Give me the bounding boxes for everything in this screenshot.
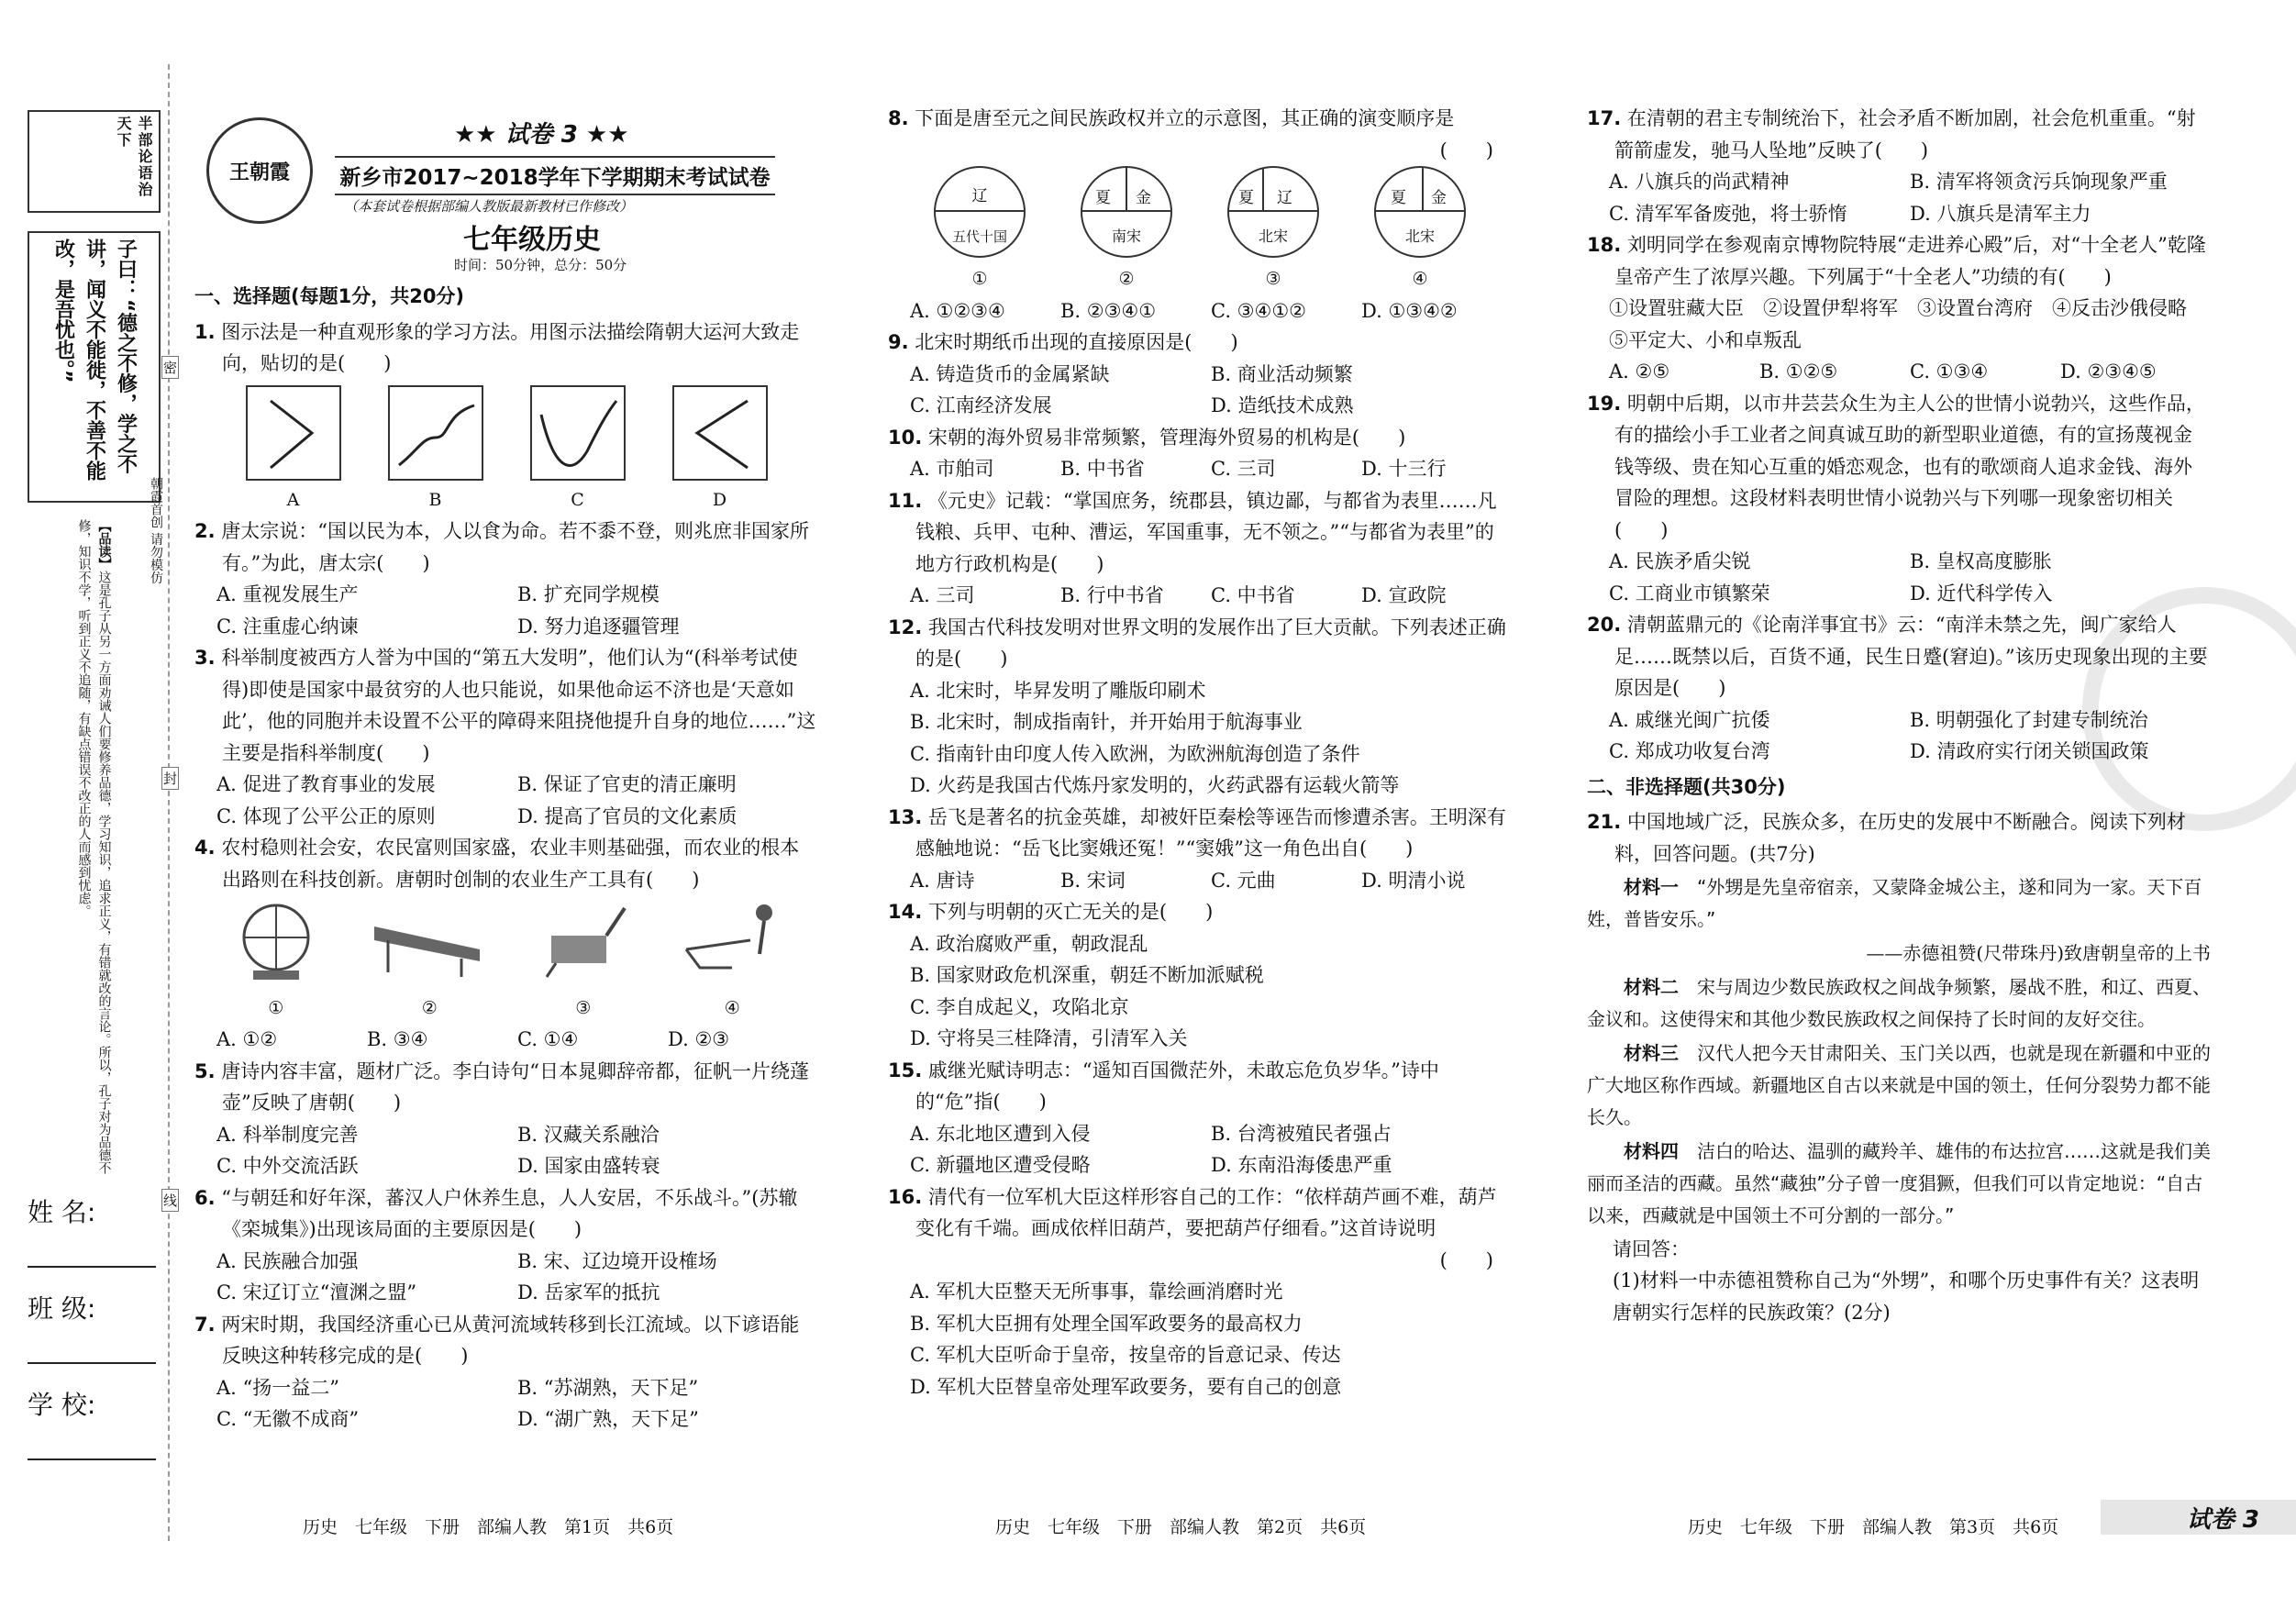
q4-option-b[interactable]: B. ③④ [367,1028,428,1050]
q19-option-c[interactable]: C. 工商业市镇繁荣 [1609,582,1770,604]
q8-option-b[interactable]: B. ②③④① [1060,299,1157,322]
question-6: 6. “与朝廷和好年深，蕃汉人户休养生息，人人安居，不乐战斗。”(苏辙《栾城集》)出现该局面的主要原因是( ) A. 民族融合加强 B. 宋、辽边境开设榷场 C. 宋辽订立“澶渊之盟” D. 岳家军的抵抗 [194,1182,818,1309]
sidebar-pindu-box [28,516,161,1183]
q5-option-d[interactable]: D. 国家由盛转衰 [517,1155,660,1177]
question-19: 19. 明朝中后期，以市井芸芸众生为主人公的世情小说勃兴，这些作品，有的描绘小手工业者之间真诚互助的新型职业道德，有的宣扬蔑视金钱等级、贵在知心互重的婚恋观念，也有的歌颂商人追求金钱、海外冒险的理想。这段材料表明世情小说勃兴与下列哪一现象密切相关( ) A. 民族矛盾尖锐 B. 皇权高度膨胀 C. 工商业市镇繁荣 D. 近代科学传入 [1587,388,2211,610]
q8-option-d[interactable]: D. ①③④② [1361,299,1458,322]
q4-image-4: ④ [677,899,787,1024]
q20-option-a[interactable]: A. 戚继光闽广抗倭 [1609,708,1770,731]
question-4: 4. 农村稳则社会安，农民富则国家盛，农业丰则基础强，而农业的根本出路则在科技创新。唐朝时创制的农业生产工具有( ) ① ② ③ ④ A. ①② B. ③④ C. ①④ D. ②③ [194,832,818,1056]
q11-option-d[interactable]: D. 宣政院 [1361,584,1447,606]
q4-image-1: ① [226,899,327,1024]
class-field[interactable]: 班 级: [28,1289,156,1385]
q8-circle-4: 夏 金 北宋 ④ [1374,166,1466,295]
q18-option-d[interactable]: D. ②③④⑤ [2060,360,2157,383]
q3-option-d[interactable]: D. 提高了官员的文化素质 [517,804,738,827]
q2-option-b[interactable]: B. 扩充同学规模 [517,583,660,605]
q4-figures [194,895,818,1024]
question-11: 11. 《元史》记载：“掌国庶务，统郡县，镇边鄙，与都省为表里……凡钱粮、兵甲、屯种、漕运，军国重事，无不领之。”“与都省为表里”的地方行政机构是( ) A. 三司 B. 行中书省 C. 中书省 D. 宣政院 [888,485,1512,612]
q5-option-b[interactable]: B. 汉藏关系融洽 [517,1123,660,1146]
sidebar-motto-small: 半部论语治天下 [115,116,153,198]
fold-line [168,64,170,1541]
footer-badge: 试卷 3 [2101,1500,2296,1535]
q1-figure-c: C [530,385,626,516]
material-1: 材料一 “外甥是先皇帝宿亲，又蒙降金城公主，遂和同为一家。天下百姓，普皆安乐。” [1587,876,2202,930]
question-14: 14. 下列与明朝的灭亡无关的是( ) A. 政治腐败严重，朝政混乱 B. 国家财政危机深重，朝廷不断加派赋税 C. 李自成起义，攻陷北京 D. 守将吴三桂降清，引清军入关 [888,896,1512,1055]
q16-option-c[interactable]: C. 军机大臣听命于皇帝，按皇帝的旨意记录、传达 [910,1344,1341,1366]
q12-option-c[interactable]: C. 指南针由印度人传入欧洲，为欧洲航海创造了条件 [910,742,1360,765]
q7-option-b[interactable]: B. “苏湖熟，天下足” [517,1376,699,1399]
q18-option-c[interactable]: C. ①③④ [1910,360,1989,383]
section-1-title: 一、选择题(每题1分，共20分) [194,285,465,307]
q7-option-c[interactable]: C. “无徽不成商” [216,1408,360,1430]
fold-mark-2: 封 [161,767,179,790]
q18-items: ①设置驻藏大臣 ②设置伊犁将军 ③设置台湾府 ④反击沙俄侵略 ⑤平定大、小和卓叛乱 [1609,297,2206,351]
q3-option-a[interactable]: A. 促进了教育事业的发展 [216,773,436,795]
q4-option-c[interactable]: C. ①④ [517,1028,579,1050]
q8-circle-3: 夏 辽 北宋 ③ [1227,166,1319,295]
q5-option-a[interactable]: A. 科举制度完善 [216,1123,359,1146]
q15-option-d[interactable]: D. 东南沿海倭患严重 [1211,1154,1392,1176]
logo-text: 王朝霞 [228,160,290,184]
logo [206,117,313,224]
sidebar-motto-box [28,110,161,213]
q14-option-b[interactable]: B. 国家财政危机深重，朝廷不断加派赋税 [910,964,1264,986]
q20-option-b[interactable]: B. 明朝强化了封建专制统治 [1910,708,2148,731]
q9-option-c[interactable]: C. 江南经济发展 [910,394,1052,416]
question-13: 13. 岳飞是著名的抗金英雄，却被奸臣秦桧等诬告而惨遭杀害。王明深有感触地说：“岳飞比窦娥还冤！”“窦娥”这一角色出自( ) A. 唐诗 B. 宋词 C. 元曲 D. 明清小说 [888,802,1512,897]
q6-option-b[interactable]: B. 宋、辽边境开设榷场 [517,1249,717,1272]
material-2: 材料二 宋与周边少数民族政权之间战争频繁，屡战不胜，和辽、西夏、金议和。这使得宋和其他少数民族政权之间保持了长时间的友好交往。 [1587,975,2211,1030]
paper-note: （本套试卷根据部编人教版最新教材已作修改） [344,198,634,215]
q12-option-b[interactable]: B. 北宋时，制成指南针，并开始用于航海事业 [910,711,1303,733]
q15-option-c[interactable]: C. 新疆地区遭受侵略 [910,1154,1091,1176]
header [188,108,775,273]
pindu-text: 这是孔子从另一方面劝诫人们要修养品德，学习知识，追求正义，有错就改的言论。所以，孔子对为品德不修，知识不学，听到正义不追随，有缺点错误不改正的人而感到忧虑。 [76,519,112,1174]
q4-image-2: ② [370,899,489,1024]
q1-figure-b: B [388,385,483,516]
q11-option-b[interactable]: B. 行中书省 [1060,584,1164,606]
footer-page-2: 历史 七年级 下册 部编人教 第2页 共6页 [995,1517,1367,1537]
question-12: 12. 我国古代科技发明对世界文明的发展作出了巨大贡献。下列表述正确的是( ) A. 北宋时，毕昇发明了雕版印刷术 B. 北宋时，制成指南针，并开始用于航海事业 C. 指南针由印度人传入欧洲，为欧洲航海创造了条件 D. 火药是我国古代炼丹家发明的，火药武器有运载火箭等 [888,612,1512,802]
column-2 [888,103,1512,1403]
q1-figures [194,380,818,516]
q8-diagrams [888,166,1512,295]
question-16: 16. 清代有一位军机大臣这样形容自己的工作：“依样葫芦画不难，葫芦变化有千端。画成依样旧葫芦，要把葫芦仔细看。”这首诗说明 ( ) A. 军机大臣整天无所事事，靠绘画消磨时光 B. 军机大臣拥有处理全国军政要务的最高权力 C. 军机大臣听命于皇帝，按皇帝的旨意记录、传达 D. 军机大臣替皇帝处理军政要务，要有自己的创意 [888,1181,1512,1403]
q13-option-b[interactable]: B. 宋词 [1060,869,1126,892]
q2-option-c[interactable]: C. 注重虚心纳谏 [216,615,359,638]
column-3 [1587,103,2211,1328]
q16-option-a[interactable]: A. 军机大臣整天无所事事，靠绘画消磨时光 [910,1281,1283,1303]
q9-option-a[interactable]: A. 铸造货币的金属紧缺 [910,362,1110,385]
q19-option-a[interactable]: A. 民族矛盾尖锐 [1609,550,1751,572]
q12-option-d[interactable]: D. 火药是我国古代炼丹家发明的，火药武器有运载火箭等 [910,774,1400,796]
q17-option-c[interactable]: C. 清军军备废弛，将士骄惰 [1609,202,1847,225]
q6-option-d[interactable]: D. 岳家军的抵抗 [517,1281,660,1303]
q13-option-a[interactable]: A. 唐诗 [910,869,975,892]
q10-option-a[interactable]: A. 市舶司 [910,458,994,480]
question-5: 5. 唐诗内容丰富，题材广泛。李白诗句“日本晁卿辞帝都，征帆一片绕蓬壶”反映了唐朝( ) A. 科举制度完善 B. 汉藏关系融洽 C. 中外交流活跃 D. 国家由盛转衰 [194,1056,818,1182]
q17-option-b[interactable]: B. 清军将领贪污兵饷现象严重 [1910,171,2168,193]
question-21: 21. 中国地域广泛，民族众多，在历史的发展中不断融合。阅读下列材料，回答问题。(共7分) 材料一 “外甥是先皇帝宿亲，又蒙降金城公主，遂和同为一家。天下百姓，普皆安乐。” ——赤德祖赞(尺带珠丹)致唐朝皇帝的上书 材料二 宋与周边少数民族政权之间战争频繁，屡战不胜，和辽、西夏、金议和。这使得宋和其他少数民族政权之间保持了长时间的友好交往。 材料三 汉代人把今天甘肃阳关、玉门关以西，也就是现在新疆和中亚的广大地区称作西域。新疆地区自古以来就是中国的领土，任何分裂势力都不能长久。 材料四 洁白的哈达、温驯的藏羚羊、雄伟的布达拉宫……这就是我们美丽而圣洁的西藏。虽然“藏独”分子曾一度猖獗，但我们可以肯定地说：“自古以来，西藏就是中国领土不可分割的一部分。” 请回答： (1)材料一中赤德祖赞称自己为“外甥”，和哪个历史事件有关？这表明唐朝实行怎样的民族政策？(2分) [1587,806,2211,1328]
sidebar [28,110,161,1183]
q21-ask: 请回答： [1613,1237,1690,1260]
q16-option-d[interactable]: D. 军机大臣替皇帝处理军政要务，要有自己的创意 [910,1375,1342,1398]
footer-page-1: 历史 七年级 下册 部编人教 第1页 共6页 [303,1517,674,1537]
q9-option-d[interactable]: D. 造纸技术成熟 [1211,394,1354,416]
question-9: 9. 北宋时期纸币出现的直接原因是( ) A. 铸造货币的金属紧缺 B. 商业活动频繁 C. 江南经济发展 D. 造纸技术成熟 [888,327,1512,422]
q19-option-d[interactable]: D. 近代科学传入 [1910,582,2053,604]
question-3: 3. 科举制度被西方人誉为中国的“第五大发明”，他们认为“(科举考试使得)即使是国家中最贫穷的人也只能说，如果他命运不济也是‘天意如此’，他的同胞并未设置不公平的障碍来阻挠他提升自身的地位……”这主要是指科举制度( ) A. 促进了教育事业的发展 B. 保证了官吏的清正廉明 C. 体现了公平公正的原则 D. 提高了官员的文化素质 [194,642,818,832]
column-1 [194,277,818,1436]
q10-option-b[interactable]: B. 中书省 [1060,458,1145,480]
q18-option-a[interactable]: A. ②⑤ [1609,360,1670,383]
q18-option-b[interactable]: B. ①②⑤ [1759,360,1838,383]
sidebar-quote: 子曰：“德之不修，学之不讲，闻义不能徙，不善不能改，是吾忧也。” [51,238,138,481]
question-20: 20. 清朝蓝鼎元的《论南洋事宜书》云：“南洋未禁之先，闽广家给人足……既禁以后，百货不通，民生日蹙(窘迫)。”该历史现象出现的主要原因是( ) A. 戚继光闽广抗倭 B. 明朝强化了封建专制统治 C. 郑成功收复台湾 D. 清政府实行闭关锁国政策 [1587,609,2211,768]
q8-option-a[interactable]: A. ①②③④ [910,299,1005,322]
q3-option-b[interactable]: B. 保证了官吏的清正廉明 [517,773,737,795]
subject-title: 七年级历史 [463,224,601,256]
question-15: 15. 戚继光赋诗明志：“遥知百国微茫外，未敢忘危负岁华。”诗中的“危”指( ) A. 东北地区遭到入侵 B. 台湾被殖民者强占 C. 新疆地区遭受侵略 D. 东南沿海倭患严重 [888,1055,1512,1181]
q1-figure-a: A [246,385,341,516]
q11-option-a[interactable]: A. 三司 [910,584,975,606]
material-1-source: ——赤德祖赞(尺带珠丹)致唐朝皇帝的上书 [1866,942,2211,964]
q8-circle-2: 夏 金 南宋 ② [1081,166,1172,295]
q5-option-c[interactable]: C. 中外交流活跃 [216,1155,359,1177]
paper-title: 新乡市2017~2018学年下学期期末考试试卷 [335,156,775,195]
q19-option-b[interactable]: B. 皇权高度膨胀 [1910,550,2052,572]
q14-option-a[interactable]: A. 政治腐败严重，朝政混乱 [910,932,1148,955]
q6-option-a[interactable]: A. 民族融合加强 [216,1249,359,1272]
brand-note: 朝霞首创 请勿模仿 [149,477,163,584]
q10-option-d[interactable]: D. 十三行 [1361,458,1447,480]
q8-circle-1: 辽 五代十国 ① [934,166,1026,295]
q15-option-a[interactable]: A. 东北地区遭到入侵 [910,1122,1091,1145]
footer-page-3: 历史 七年级 下册 部编人教 第3页 共6页 [1688,1517,2059,1537]
q7-option-d[interactable]: D. “湖广熟，天下足” [517,1408,699,1430]
q16-option-b[interactable]: B. 军机大臣拥有处理全国军政要务的最高权力 [910,1312,1303,1335]
question-17: 17. 在清朝的君主专制统治下，社会矛盾不断加剧，社会危机重重。“射箭箭虚发，驰马人坠地”反映了( ) A. 八旗兵的尚武精神 B. 清军将领贪污兵饷现象严重 C. 清军军备废弛，将士骄惰 D. 八旗兵是清军主力 [1587,103,2211,229]
q8-option-c[interactable]: C. ③④①② [1211,299,1306,322]
q12-option-a[interactable]: A. 北宋时，毕昇发明了雕版印刷术 [910,679,1206,702]
time-score: 时间：50分钟，总分：50分 [454,257,627,273]
q14-option-d[interactable]: D. 守将吴三桂降清，引清军入关 [910,1027,1188,1049]
q15-option-b[interactable]: B. 台湾被殖民者强占 [1211,1122,1392,1145]
q2-option-a[interactable]: A. 重视发展生产 [216,583,359,605]
q3-option-c[interactable]: C. 体现了公平公正的原则 [216,804,436,827]
question-18: 18. 刘明同学在参观南京博物院特展“走进养心殿”后，对“十全老人”乾隆皇帝产生了浓厚兴趣。下列属于“十全老人”功绩的有( ) ①设置驻藏大臣 ②设置伊犁将军 ③设置台湾府 ④反击沙俄侵略 ⑤平定大、小和卓叛乱 A. ②⑤ B. ①②⑤ C. ①③④ D. ②③④⑤ [1587,229,2211,388]
section-2-title: 二、非选择题(共30分) [1587,775,1786,798]
sidebar-quote-box [28,231,161,503]
q17-option-a[interactable]: A. 八旗兵的尚武精神 [1609,171,1790,193]
q7-option-a[interactable]: A. “扬一益二” [216,1376,339,1399]
fold-mark-1: 密 [161,356,179,379]
q20-option-d[interactable]: D. 清政府实行闭关锁国政策 [1910,740,2149,762]
q14-option-c[interactable]: C. 李自成起义，攻陷北京 [910,995,1129,1018]
pindu-label: 【品读】 [96,519,112,571]
q13-option-c[interactable]: C. 元曲 [1211,869,1276,892]
q2-option-d[interactable]: D. 努力追逐疆管理 [517,615,680,638]
q20-option-c[interactable]: C. 郑成功收复台湾 [1609,740,1770,762]
question-8: 8. 下面是唐至元之间民族政权并立的示意图，其正确的演变顺序是 ( ) 辽 五代十国 ① 夏 金 南宋 ② 夏 辽 北宋 ③ 夏 金 北宋 ④ A. ①②③④ B. ②③④① C. ③④①② D. ①③④② [888,103,1512,327]
q6-option-c[interactable]: C. 宋辽订立“澶渊之盟” [216,1281,417,1303]
name-field[interactable]: 姓 名: [28,1192,156,1289]
q4-image-3: ③ [533,899,634,1024]
q1-figure-d: D [672,385,768,516]
question-1: 1. 图示法是一种直观形象的学习方法。用图示法描绘隋朝大运河大致走向，贴切的是( ) A B C D [194,316,818,516]
material-4: 材料四 洁白的哈达、温驯的藏羚羊、雄伟的布达拉宫……这就是我们美丽而圣洁的西藏。虽然“藏独”分子曾一度猖獗，但我们可以肯定地说：“自古以来，西藏就是中国领土不可分割的一部分。” [1587,1139,2211,1226]
q21-sub1: (1)材料一中赤德祖赞称自己为“外甥”，和哪个历史事件有关？这表明唐朝实行怎样的民族政策？(2分) [1613,1270,2200,1324]
q11-option-c[interactable]: C. 中书省 [1211,584,1295,606]
fold-mark-3: 线 [161,1189,179,1212]
q4-option-d[interactable]: D. ②③ [668,1028,730,1050]
question-2: 2. 唐太宗说：“国以民为本，人以食为命。若不黍不登，则兆庶非国家所有。”为此，唐太宗( ) A. 重视发展生产 B. 扩充同学规模 C. 注重虚心纳谏 D. 努力追逐疆管理 [194,516,818,642]
q9-option-b[interactable]: B. 商业活动频繁 [1211,362,1353,385]
q4-option-a[interactable]: A. ①② [216,1028,278,1050]
student-fields [28,1192,156,1481]
question-7: 7. 两宋时期，我国经济重心已从黄河流域转移到长江流域。以下谚语能反映这种转移完成的是( ) A. “扬一益二” B. “苏湖熟，天下足” C. “无徽不成商” D. “湖广熟，天下足” [194,1309,818,1436]
q10-option-c[interactable]: C. 三司 [1211,458,1276,480]
q13-option-d[interactable]: D. 明清小说 [1361,869,1466,892]
school-field[interactable]: 学 校: [28,1385,156,1481]
paper-label: ★★ 试卷 3 ★★ [454,121,629,149]
q17-option-d[interactable]: D. 八旗兵是清军主力 [1910,202,2091,225]
material-3: 材料三 汉代人把今天甘肃阳关、玉门关以西，也就是现在新疆和中亚的广大地区称作西域。新疆地区自古以来就是中国的领土，任何分裂势力都不能长久。 [1587,1041,2211,1128]
question-10: 10. 宋朝的海外贸易非常频繁，管理海外贸易的机构是( ) A. 市舶司 B. 中书省 C. 三司 D. 十三行 [888,422,1512,485]
